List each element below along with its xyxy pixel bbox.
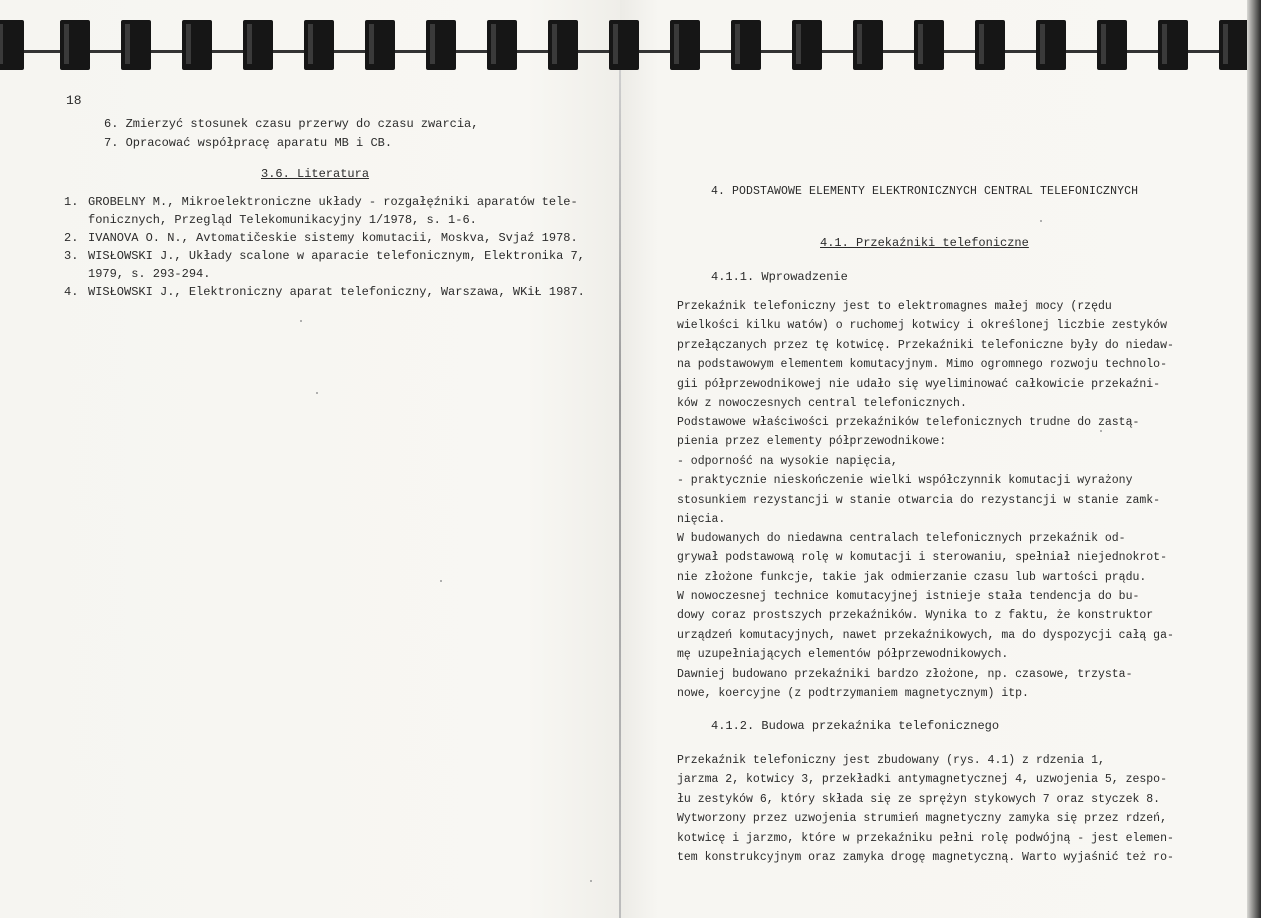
reference-item — [64, 193, 584, 229]
reference-text — [88, 229, 584, 247]
binding-ring — [487, 20, 517, 70]
text-line: jarzma 2, kotwicy 3, przekładki antymagnetycznej 4, uzwojenia 5, zespo- — [677, 773, 1167, 787]
section-heading: 3.6. Literatura — [261, 167, 370, 181]
scan-edge-shadow — [1247, 0, 1261, 918]
binding-ring — [0, 20, 24, 70]
subsection-heading: 4.1.1. Wprowadzenie — [711, 270, 848, 284]
paragraph — [677, 751, 1177, 867]
page-number: 18 — [66, 93, 82, 108]
text-line: Dawniej budowano przekaźniki bardzo złożone, np. czasowe, trzysta- — [677, 668, 1133, 681]
scan-speck — [1040, 220, 1042, 222]
reference-text — [88, 283, 584, 301]
reference-line: WISŁOWSKI J., Elektroniczny aparat telefoniczny, Warszawa, WKiŁ 1987. — [88, 285, 585, 299]
task-item: 6. Zmierzyć stosunek czasu przerwy do czasu zwarcia, — [104, 117, 479, 131]
binding-ring — [975, 20, 1005, 70]
text-line: przełączanych przez tę kotwicę. Przekaźniki telefoniczne były do niedaw- — [677, 338, 1174, 352]
page-gutter — [619, 60, 621, 918]
binding-ring — [365, 20, 395, 70]
reference-number: 3. — [64, 249, 79, 263]
binding-ring — [609, 20, 639, 70]
text-line: nie złożone funkcje, takie jak odmierzanie czasu lub wartości prądu. — [677, 570, 1147, 584]
reference-line: IVANOVA O. N., Avtomatičeskie sistemy komutacii, Moskva, Svjaź 1978. — [88, 231, 578, 245]
text-line: Przekaźnik telefoniczny jest to elektromagnes małej mocy (rzędu — [677, 300, 1112, 313]
binding-ring — [1097, 20, 1127, 70]
binding-ring — [1219, 20, 1249, 70]
task-item: 7. Opracować współpracę aparatu MB i CB. — [104, 136, 393, 150]
binding-ring — [853, 20, 883, 70]
text-line: Przekaźnik telefoniczny jest zbudowany (rys. 4.1) z rdzenia 1, — [677, 754, 1105, 767]
paragraph — [677, 413, 1177, 529]
text-line: Wytworzony przez uzwojenia strumień magnetyczny zamyka się przez rdzeń, — [677, 812, 1167, 826]
paragraph — [677, 665, 1177, 704]
text-line: ków z nowoczesnych central telefonicznych. — [677, 397, 967, 411]
binding-ring — [1158, 20, 1188, 70]
paragraph — [677, 297, 1177, 413]
reference-number: 4. — [64, 285, 79, 299]
binding-ring — [121, 20, 151, 70]
binding-ring — [182, 20, 212, 70]
binding-ring — [1036, 20, 1066, 70]
text-line: stosunkiem rezystancji w stanie otwarcia do rezystancji w stanie zamk- — [677, 493, 1161, 507]
reference-line: 1979, s. 293-294. — [88, 267, 211, 281]
text-line: urządzeń komutacyjnych, nawet przekaźnikowych, ma do dyspozycji całą ga- — [677, 628, 1174, 642]
scan-speck — [440, 580, 442, 582]
text-line: grywał podstawową rolę w komutacji i sterowaniu, spełniał niejednokrot- — [677, 551, 1167, 565]
text-line: nowe, koercyjne (z podtrzymaniem magnetycznym) itp. — [677, 687, 1029, 701]
paragraph — [677, 529, 1177, 587]
reference-line: GROBELNY M., Mikroelektroniczne układy - rozgałęźniki aparatów tele- — [88, 195, 578, 209]
reference-text — [88, 247, 584, 283]
reference-number: 2. — [64, 231, 79, 245]
chapter-title: 4. PODSTAWOWE ELEMENTY ELEKTRONICZNYCH CENTRAL TELEFONICZNYCH — [711, 185, 1139, 198]
section-heading: 4.1. Przekaźniki telefoniczne — [820, 236, 1029, 250]
binding-ring — [731, 20, 761, 70]
text-line: - praktycznie nieskończenie wielki współczynnik komutacji wyrażony — [677, 474, 1133, 488]
text-line: gii półprzewodnikowej nie udało się wyeliminować całkowicie przekaźni- — [677, 377, 1161, 391]
text-line: na podstawowym elementem komutacyjnym. Mimo ogromnego rozwoju technolo- — [677, 358, 1167, 372]
binding-ring — [548, 20, 578, 70]
binding-ring — [60, 20, 90, 70]
binding-ring — [243, 20, 273, 70]
spiral-binding — [0, 0, 1261, 80]
text-line: - odporność na wysokie napięcia, — [677, 454, 898, 468]
binding-ring — [792, 20, 822, 70]
text-line: pienia przez elementy półprzewodnikowe: — [677, 435, 947, 449]
reference-item — [64, 283, 584, 301]
binding-ring — [670, 20, 700, 70]
text-line: dowy coraz prostszych przekaźników. Wynika to z faktu, że konstruktor — [677, 609, 1154, 623]
text-line: W nowoczesnej technice komutacyjnej istnieje stała tendencja do bu- — [677, 590, 1140, 603]
binding-ring — [426, 20, 456, 70]
text-line: wielkości kilku watów) o ruchomej kotwicy i określonej liczbie zestyków — [677, 319, 1167, 333]
text-line: tem konstrukcyjnym oraz zamyka drogę magnetyczną. Warto wyjaśnić też ro- — [677, 851, 1174, 865]
text-line: nięcia. — [677, 513, 726, 527]
binding-ring — [304, 20, 334, 70]
scan-speck — [590, 880, 592, 882]
text-line: łu zestyków 6, który składa się ze sprężyn stykowych 7 oraz styczek 8. — [677, 792, 1161, 806]
binding-ring — [914, 20, 944, 70]
scan-speck — [300, 320, 302, 322]
reference-line: WISŁOWSKI J., Układy scalone w aparacie telefonicznym, Elektronika 7, — [88, 249, 585, 263]
scan-speck — [316, 392, 318, 394]
text-line: kotwicę i jarzmo, które w przekaźniku pełni rolę podwójną - jest elemen- — [677, 831, 1174, 845]
subsection-heading: 4.1.2. Budowa przekaźnika telefonicznego — [711, 719, 1000, 733]
scan-speck — [1100, 430, 1102, 432]
text-line: Podstawowe właściwości przekaźników telefonicznych trudne do zastą- — [677, 416, 1140, 429]
text-line: W budowanych do niedawna centralach telefonicznych przekaźnik od- — [677, 532, 1126, 545]
reference-text — [88, 193, 584, 229]
paragraph — [677, 587, 1177, 665]
reference-item — [64, 229, 584, 247]
reference-number: 1. — [64, 195, 79, 209]
text-line: mę uzupełniających elementów półprzewodnikowych. — [677, 648, 1009, 662]
reference-line: fonicznych, Przegląd Telekomunikacyjny 1/1978, s. 1-6. — [88, 213, 477, 227]
reference-item — [64, 247, 584, 283]
